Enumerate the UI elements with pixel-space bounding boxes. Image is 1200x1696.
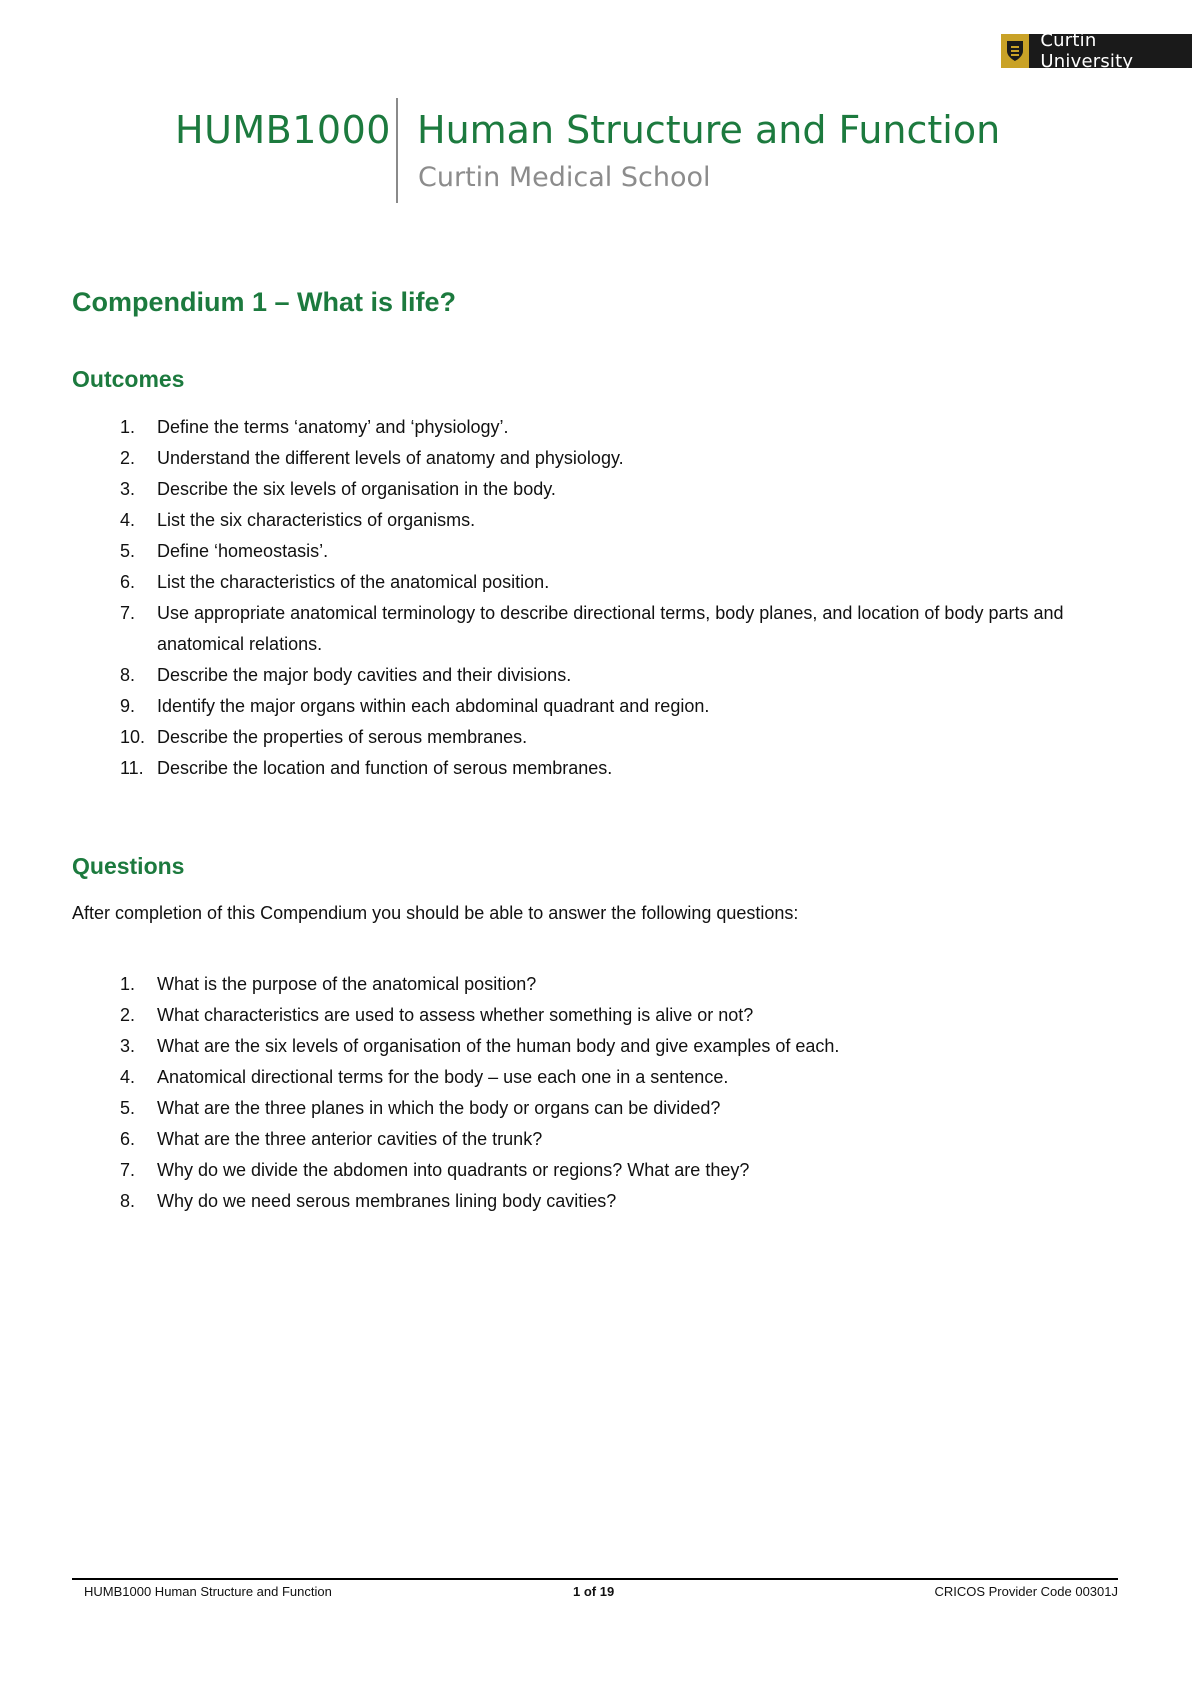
list-item xyxy=(120,1000,1095,1031)
item-text: Describe the major body cavities and their divisions. xyxy=(157,665,572,685)
list-item xyxy=(120,1062,1095,1093)
outcomes-list xyxy=(120,412,1095,784)
list-item xyxy=(120,969,1095,1000)
list-item xyxy=(120,1155,1095,1186)
list-item xyxy=(120,443,1095,474)
item-text: Define ‘homeostasis’. xyxy=(157,541,329,561)
list-item xyxy=(120,722,1095,753)
item-number: 9. xyxy=(120,696,136,716)
item-number: 2. xyxy=(120,1005,136,1025)
item-number: 3. xyxy=(120,1036,136,1056)
item-text: Identify the major organs within each abdominal quadrant and region. xyxy=(157,696,710,716)
item-text: Describe the location and function of serous membranes. xyxy=(157,758,613,778)
page-number: 1 of 19 xyxy=(573,1584,615,1599)
item-number: 2. xyxy=(120,448,136,468)
item-text: Understand the different levels of anatomy and physiology. xyxy=(157,448,624,468)
list-item xyxy=(120,567,1095,598)
footer-course: HUMB1000 Human Structure and Function xyxy=(84,1584,332,1599)
item-text: What are the six levels of organisation of the human body and give examples of each. xyxy=(157,1036,840,1056)
list-item xyxy=(120,1186,1095,1217)
item-text: What are the three planes in which the body or organs can be divided? xyxy=(157,1098,721,1118)
list-item xyxy=(120,412,1095,443)
school-name: Curtin Medical School xyxy=(418,162,711,193)
item-number: 8. xyxy=(120,665,136,685)
item-text: List the characteristics of the anatomical position. xyxy=(157,572,550,592)
item-number: 10. xyxy=(120,727,146,747)
item-text: Define the terms ‘anatomy’ and ‘physiology’. xyxy=(157,417,509,437)
list-item xyxy=(120,536,1095,567)
item-number: 5. xyxy=(120,541,136,561)
item-number: 6. xyxy=(120,1129,136,1149)
shield-icon xyxy=(1001,34,1029,68)
item-number: 8. xyxy=(120,1191,136,1211)
list-item xyxy=(120,1031,1095,1062)
item-number: 7. xyxy=(120,603,136,623)
curtin-logo xyxy=(1001,30,1192,72)
item-text: Use appropriate anatomical terminology to describe directional terms, body planes, and location of body parts and anatomical relations. xyxy=(157,603,1064,654)
item-number: 7. xyxy=(120,1160,136,1180)
list-item xyxy=(120,753,1095,784)
item-text: Describe the six levels of organisation in the body. xyxy=(157,479,556,499)
item-number: 3. xyxy=(120,479,136,499)
list-item xyxy=(120,660,1095,691)
questions-heading: Questions xyxy=(72,853,185,879)
item-text: Why do we need serous membranes lining body cavities? xyxy=(157,1191,617,1211)
questions-list xyxy=(120,969,1095,1217)
course-title: Human Structure and Function xyxy=(417,108,1001,152)
outcomes-heading: Outcomes xyxy=(72,366,185,392)
item-text: What is the purpose of the anatomical position? xyxy=(157,974,537,994)
footer-cricos: CRICOS Provider Code 00301J xyxy=(934,1584,1118,1599)
item-text: Why do we divide the abdomen into quadrants or regions? What are they? xyxy=(157,1160,750,1180)
list-item xyxy=(120,474,1095,505)
item-number: 4. xyxy=(120,1067,136,1087)
item-text: Anatomical directional terms for the body – use each one in a sentence. xyxy=(157,1067,729,1087)
document-title: Compendium 1 – What is life? xyxy=(72,287,457,317)
item-text: What characteristics are used to assess whether something is alive or not? xyxy=(157,1005,754,1025)
item-text: What are the three anterior cavities of the trunk? xyxy=(157,1129,543,1149)
course-code: HUMB1000 xyxy=(175,108,391,152)
list-item xyxy=(120,598,1095,660)
item-number: 11. xyxy=(120,758,144,778)
item-text: Describe the properties of serous membranes. xyxy=(157,727,528,747)
list-item xyxy=(120,1124,1095,1155)
item-text: List the six characteristics of organisms. xyxy=(157,510,476,530)
item-number: 6. xyxy=(120,572,136,592)
header-divider xyxy=(396,98,398,203)
list-item xyxy=(120,691,1095,722)
item-number: 4. xyxy=(120,510,136,530)
list-item xyxy=(120,1093,1095,1124)
questions-intro: After completion of this Compendium you should be able to answer the following questions: xyxy=(72,903,799,923)
footer-divider xyxy=(72,1578,1118,1580)
item-number: 1. xyxy=(120,974,136,994)
logo-text: Curtin University xyxy=(1040,30,1134,72)
item-number: 5. xyxy=(120,1098,136,1118)
list-item xyxy=(120,505,1095,536)
item-number: 1. xyxy=(120,417,136,437)
